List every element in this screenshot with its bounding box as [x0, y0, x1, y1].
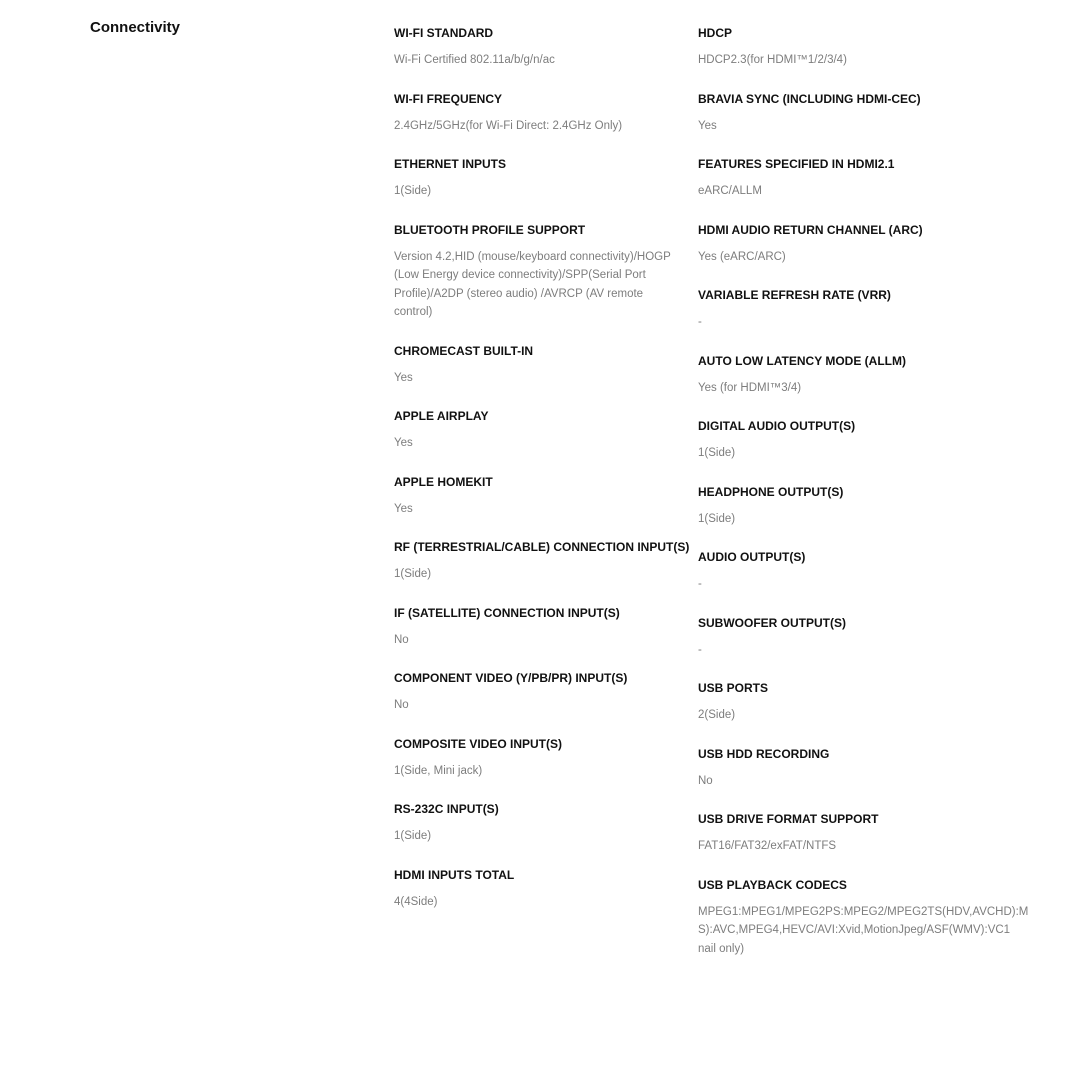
- spec-bravia-sync: [698, 90, 983, 136]
- spec-rf-connection-inputs: [394, 538, 690, 584]
- spec-value: No: [698, 774, 713, 787]
- spec-label: WI-FI FREQUENCY: [394, 91, 502, 106]
- spec-value: 4(4Side): [394, 895, 438, 908]
- spec-label: BRAVIA SYNC (INCLUDING HDMI-CEC): [698, 91, 921, 106]
- spec-value: 1(Side): [698, 447, 736, 459]
- spec-value-line: Profile)/A2DP (stereo audio) /AVRCP (AV remote: [394, 287, 644, 300]
- spec-label: RS-232C INPUT(S): [394, 802, 499, 816]
- spec-audio-outputs: [698, 548, 983, 594]
- spec-allm: [698, 352, 983, 398]
- spec-value: -: [698, 643, 702, 656]
- spec-component-video-inputs: [394, 669, 679, 715]
- spec-value: Yes: [698, 119, 717, 132]
- spec-value: Yes: [394, 437, 413, 449]
- spec-apple-homekit: [394, 473, 679, 519]
- spec-value: No: [394, 699, 409, 711]
- spec-hdcp: [698, 24, 983, 70]
- spec-usb-playback-codecs: [698, 876, 1029, 959]
- spec-value: FAT16/FAT32/exFAT/NTFS: [698, 840, 837, 852]
- spec-rs232c-inputs: [394, 800, 679, 846]
- spec-value: Yes: [394, 502, 413, 515]
- spec-value: [394, 248, 679, 322]
- spec-usb-hdd-recording: [698, 745, 983, 791]
- spec-value-line: S):AVC,MPEG4,HEVC/AVI:Xvid,MotionJpeg/ASF(WMV):VC1: [698, 924, 1011, 936]
- spec-vrr: [698, 286, 983, 332]
- spec-label: USB HDD RECORDING: [698, 746, 830, 761]
- spec-column-right: [698, 24, 1029, 978]
- spec-value: 2.4GHz/5GHz(for Wi-Fi Direct: 2.4GHz Only): [394, 119, 623, 132]
- spec-label: AUTO LOW LATENCY MODE (ALLM): [698, 353, 906, 368]
- spec-value: HDCP2.3(for HDMI™1/2/3/4): [698, 54, 847, 66]
- spec-wifi-frequency: [394, 90, 679, 136]
- spec-value-line: (Low Energy device connectivity)/SPP(Serial Port: [394, 269, 646, 281]
- spec-label: BLUETOOTH PROFILE SUPPORT: [394, 222, 586, 237]
- spec-hdmi-arc: [698, 221, 983, 267]
- spec-value-line: nail only): [698, 942, 745, 955]
- spec-label: RF (TERRESTRIAL/CABLE) CONNECTION INPUT(S): [394, 540, 690, 554]
- spec-value: eARC/ALLM: [698, 185, 762, 197]
- spec-bluetooth-profile-support: [394, 221, 679, 322]
- spec-label: ETHERNET INPUTS: [394, 157, 507, 171]
- spec-value: 1(Side): [698, 512, 736, 525]
- spec-label: IF (SATELLITE) CONNECTION INPUT(S): [394, 605, 620, 620]
- spec-label: HEADPHONE OUTPUT(S): [698, 484, 844, 499]
- spec-value: 1(Side, Mini jack): [394, 764, 483, 777]
- spec-value-line: Version 4.2,HID (mouse/keyboard connectivity)/HOGP: [394, 250, 671, 263]
- spec-value: -: [698, 316, 702, 328]
- spec-label: USB PORTS: [698, 681, 769, 695]
- spec-label: VARIABLE REFRESH RATE (VRR): [698, 288, 891, 302]
- spec-apple-airplay: [394, 407, 679, 453]
- spec-label: HDMI INPUTS TOTAL: [394, 867, 515, 882]
- spec-headphone-outputs: [698, 483, 983, 529]
- spec-label: DIGITAL AUDIO OUTPUT(S): [698, 419, 856, 433]
- spec-value: [698, 903, 1029, 959]
- spec-label: AUDIO OUTPUT(S): [698, 550, 806, 564]
- spec-chromecast-built-in: [394, 342, 679, 388]
- spec-value: 1(Side): [394, 568, 432, 580]
- spec-hdmi-inputs-total: [394, 866, 679, 912]
- spec-if-satellite-connection-inputs: [394, 604, 679, 650]
- spec-hdmi21-features: [698, 155, 983, 201]
- spec-label: COMPONENT VIDEO (Y/PB/PR) INPUT(S): [394, 671, 628, 685]
- spec-label: APPLE AIRPLAY: [394, 409, 489, 423]
- spec-value-line: MPEG1:MPEG1/MPEG2PS:MPEG2/MPEG2TS(HDV,AVCHD):M: [698, 905, 1029, 918]
- section-title: Connectivity: [90, 19, 181, 36]
- spec-value: Yes: [394, 371, 413, 384]
- spec-label: CHROMECAST BUILT-IN: [394, 343, 534, 358]
- spec-value: Yes (for HDMI™3/4): [698, 381, 802, 394]
- spec-subwoofer-outputs: [698, 614, 983, 660]
- spec-value: 2(Side): [698, 709, 736, 721]
- spec-label: COMPOSITE VIDEO INPUT(S): [394, 736, 563, 751]
- spec-value-line: control): [394, 306, 433, 318]
- spec-wifi-standard: [394, 24, 679, 70]
- spec-usb-ports: [698, 679, 983, 725]
- spec-composite-video-inputs: [394, 735, 679, 781]
- spec-column-left: [394, 24, 690, 931]
- spec-label: SUBWOOFER OUTPUT(S): [698, 615, 846, 630]
- spec-value: 1(Side): [394, 185, 432, 197]
- spec-label: FEATURES SPECIFIED IN HDMI2.1: [698, 157, 895, 171]
- spec-label: USB DRIVE FORMAT SUPPORT: [698, 812, 879, 826]
- spec-label: APPLE HOMEKIT: [394, 474, 493, 489]
- spec-label: USB PLAYBACK CODECS: [698, 877, 847, 892]
- spec-usb-drive-format-support: [698, 810, 983, 856]
- spec-label: WI-FI STANDARD: [394, 26, 494, 40]
- spec-value: Wi-Fi Certified 802.11a/b/g/n/ac: [394, 54, 555, 66]
- spec-digital-audio-outputs: [698, 417, 983, 463]
- spec-value: No: [394, 633, 409, 646]
- spec-value: -: [698, 578, 702, 590]
- spec-label: HDMI AUDIO RETURN CHANNEL (ARC): [698, 222, 923, 237]
- spec-value: Yes (eARC/ARC): [698, 250, 786, 263]
- spec-value: 1(Side): [394, 830, 432, 842]
- spec-ethernet-inputs: [394, 155, 679, 201]
- spec-label: HDCP: [698, 26, 733, 40]
